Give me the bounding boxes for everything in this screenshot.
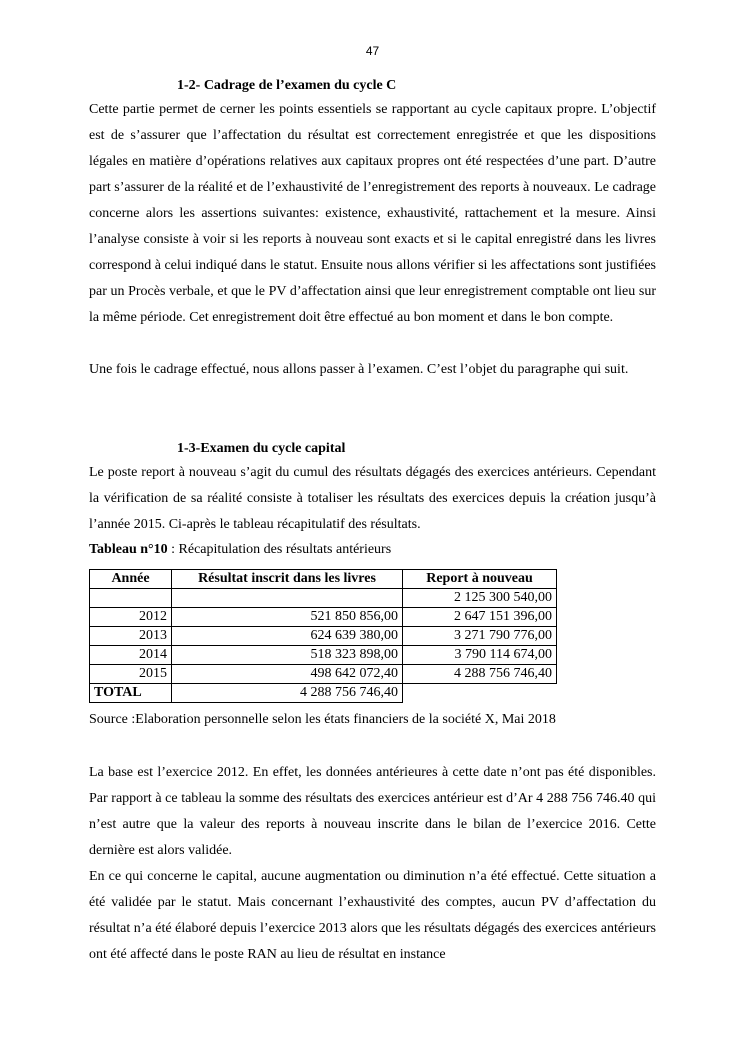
row-result: 624 639 380,00 [172,627,403,646]
section-heading-1-2: 1-2- Cadrage de l’examen du cycle C [177,78,397,93]
table-header-row [90,570,557,589]
results-table [89,569,557,703]
table-total-row [90,684,557,703]
page-number: 47 [365,44,380,58]
row-result: 498 642 072,40 [172,665,403,684]
conclusion-paragraph-1: La base est l’exercice 2012. En effet, les données antérieures à cette date n’ont pas été disponibles. Par rapport à ce tableau la somme des résultats des exercices antérieur est d’Ar 4 288 756 746.40 qui n’est autre que la valeur des reports à nouveau inscrite dans le bilan de l’exercice 2016. Cette dernière est alors validée. [89,765,656,858]
opening-year [90,589,172,608]
row-year: 2012 [90,608,172,627]
opening-result [172,589,403,608]
row-year: 2013 [90,627,172,646]
table-row [90,608,557,627]
section-heading-1-3: 1-3-Examen du cycle capital [177,441,346,456]
table-caption-label: Tableau n°10 [89,542,168,557]
row-year: 2015 [90,665,172,684]
table-row [90,646,557,665]
table-row-opening [90,589,557,608]
header-year: Année [90,570,172,589]
section-1-2-paragraph-2: Une fois le cadrage effectué, nous allons passer à l’examen. C’est l’objet du paragraphe qui suit. [89,362,629,377]
table-row [90,627,557,646]
total-empty-cell [403,684,557,703]
header-report: Report à nouveau [403,570,557,589]
row-report: 3 271 790 776,00 [403,627,557,646]
total-value: 4 288 756 746,40 [172,684,403,703]
table-caption-text: : Récapitulation des résultats antérieurs [167,542,392,557]
table-source: Source :Elaboration personnelle selon les états financiers de la société X, Mai 2018 [89,712,556,727]
row-result: 518 323 898,00 [172,646,403,665]
header-result: Résultat inscrit dans les livres [172,570,403,589]
row-year: 2014 [90,646,172,665]
row-report: 2 647 151 396,00 [403,608,557,627]
conclusion-paragraph-2: En ce qui concerne le capital, aucune augmentation ou diminution n’a été effectué. Cette situation a été validée par le statut. Mais concernant l’exhaustivité des comptes, aucun PV d’affectation du résultat n’a été élaboré depuis l’exercice 2013 alors que les résultats dégagés des exercices antérieurs ont été affecté dans le poste RAN au lieu de résultat en instance [89,869,656,962]
table-caption [89,542,391,558]
total-label: TOTAL [90,684,172,703]
opening-report: 2 125 300 540,00 [403,589,557,608]
section-1-3-paragraph-1: Le poste report à nouveau s’agit du cumul des résultats dégagés des exercices antérieurs. Cependant la vérification de sa réalité consiste à totaliser les résultats des exercices depuis la création jusqu’à l’année 2015. Ci-après le tableau récapitulatif des résultats. [89,465,656,532]
row-result: 521 850 856,00 [172,608,403,627]
row-report: 3 790 114 674,00 [403,646,557,665]
row-report: 4 288 756 746,40 [403,665,557,684]
section-1-2-paragraph-1: Cette partie permet de cerner les points essentiels se rapportant au cycle capitaux propre. L’objectif est de s’assurer que l’affectation du résultat est correctement enregistrée et que les dispositions légales en matière d’opérations relatives aux capitaux propres ont été respectées d’une part. D’autre part s’assurer de la réalité et de l’exhaustivité de l’enregistrement des reports à nouveaux. Le cadrage concerne alors les assertions suivantes: existence, exhaustivité, rattachement et la mesure. Ainsi l’analyse consiste à voir si les reports à nouveau sont exacts et si le capital enregistré dans les livres correspond à celui indiqué dans le statut. Ensuite nous allons vérifier si les affectations sont justifiées par un Procès verbale, et que le PV d’affectation ainsi que leur enregistrement comptable ont lieu sur la même période. Cet enregistrement doit être effectué au bon moment et dans le bon compte. [89,102,656,325]
table-row [90,665,557,684]
